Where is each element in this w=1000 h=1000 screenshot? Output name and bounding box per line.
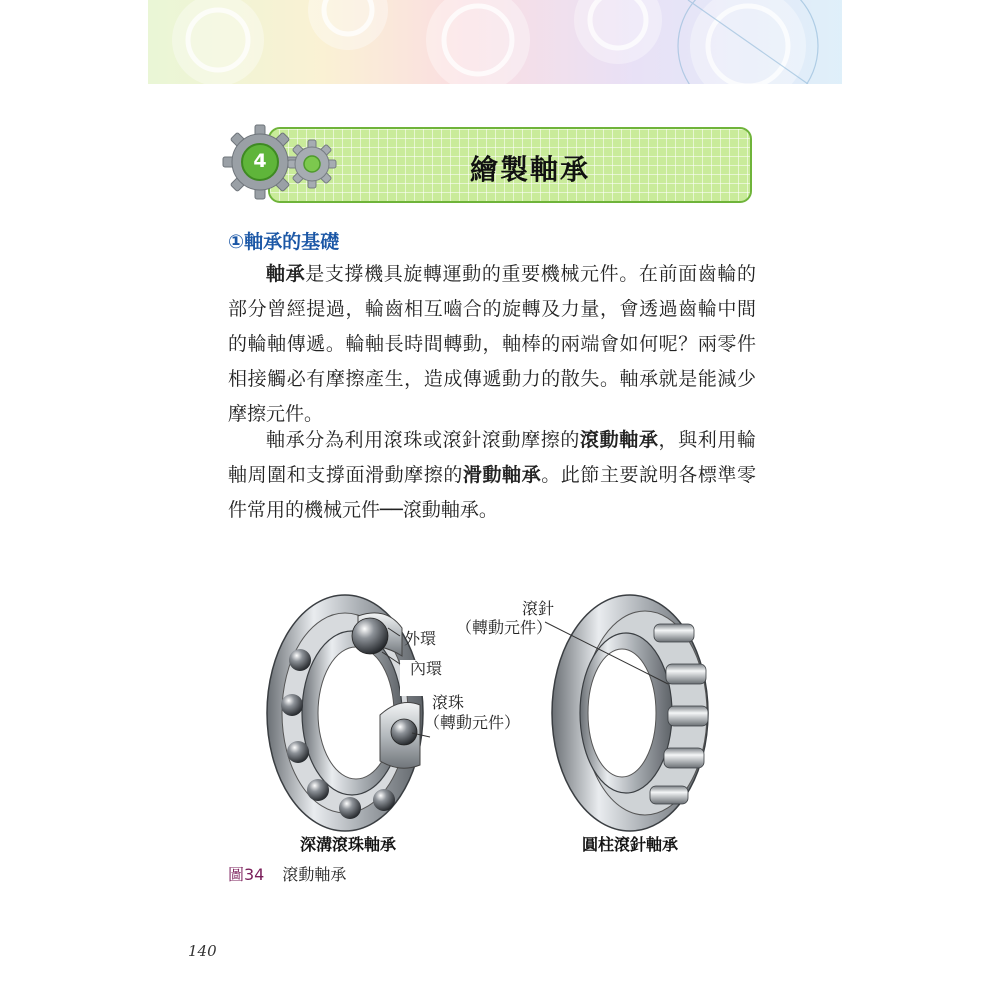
page-number: 140	[188, 942, 217, 960]
term-sliding-bearing: 滑動軸承	[462, 464, 542, 486]
paragraph-types-part1: 軸承分為利用滾珠或滾針滾動摩擦的	[266, 429, 580, 451]
term-rolling-bearing: 滾動軸承	[579, 429, 659, 451]
paragraph-intro-text: 是支撐機具旋轉運動的重要機械元件。在前面齒輪的部分曾經提過，輪齒相互嚙合的旋轉及力量，會透過齒輪中間的輪軸傳遞。輪軸長時間轉動，軸棒的兩端會如何呢？兩零件相接觸必有摩擦產生，造成傳遞動力的散失。軸承就是能減少摩擦元件。	[228, 263, 756, 425]
label-ball-role: （轉動元件）	[424, 713, 521, 732]
figure-number: 圖34	[228, 865, 265, 884]
figure-title: 滾動軸承	[282, 865, 347, 884]
label-needle: 滾針	[522, 599, 555, 618]
chapter-number: 4	[253, 150, 267, 172]
section-heading: ①軸承的基礎	[228, 231, 340, 253]
term-bearing: 軸承	[266, 263, 306, 285]
paragraph-types-part3: 。此節主要說明各標準零件常用的機械元件──滾動軸承。	[228, 464, 756, 521]
label-inner-ring: 內環	[410, 659, 443, 678]
chapter-title: 繪製軸承	[470, 153, 591, 186]
caption-ball-bearing: 深溝滾珠軸承	[300, 835, 397, 854]
label-outer-ring: 外環	[404, 629, 437, 648]
paragraph-types-part2: ，與利用輪軸周圍和支撐面滑動摩擦的	[228, 429, 756, 486]
ball-element	[352, 618, 388, 654]
label-needle-role: （轉動元件）	[456, 618, 553, 637]
roller-bearing-illustration	[552, 595, 708, 831]
label-ball: 滾珠	[432, 693, 465, 712]
caption-roller-bearing: 圓柱滾針軸承	[582, 835, 679, 854]
figure-caption	[228, 862, 346, 885]
